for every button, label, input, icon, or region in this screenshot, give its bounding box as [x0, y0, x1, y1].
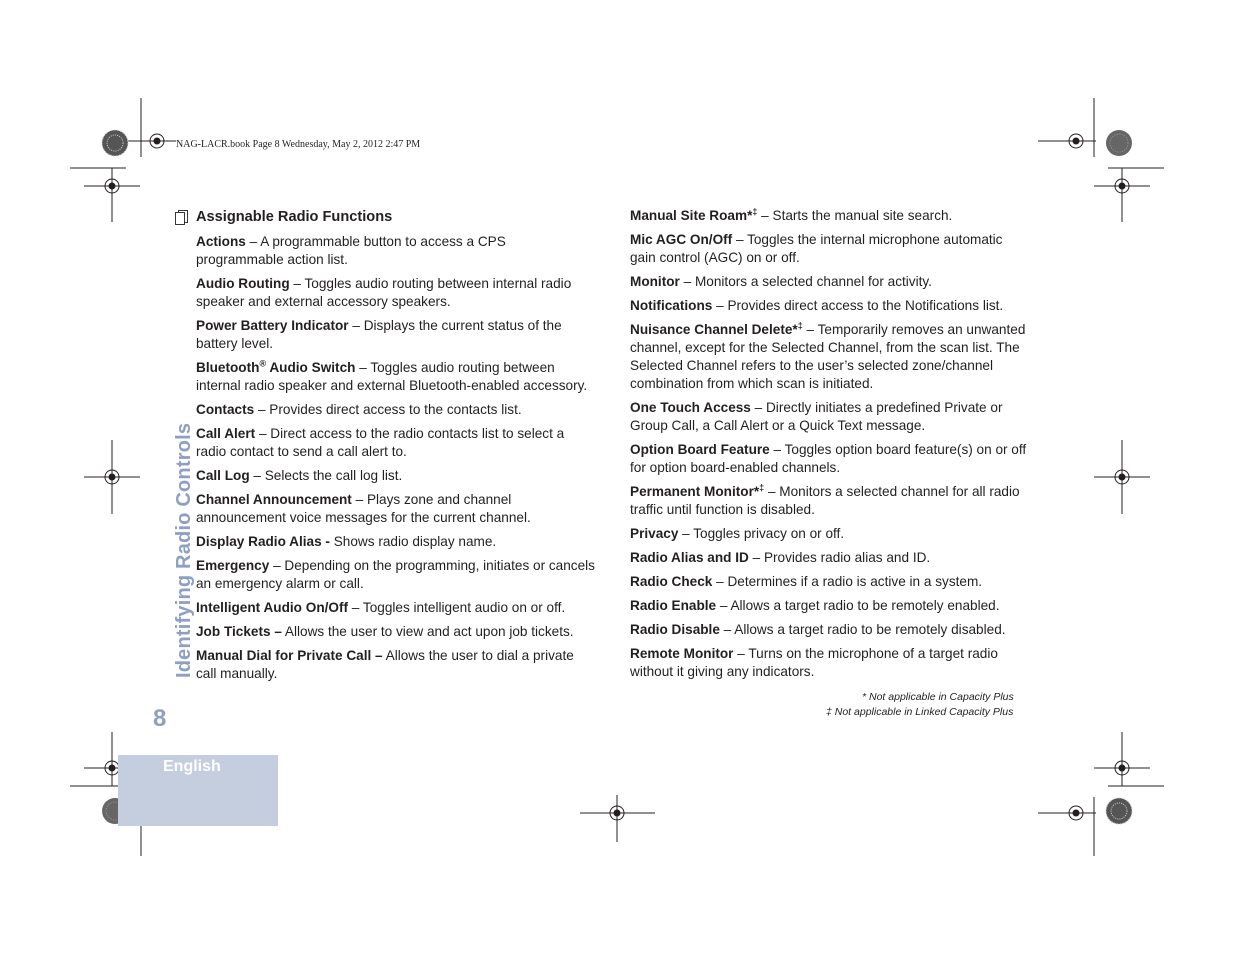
function-description: – Provides direct access to the contacts list.	[254, 402, 522, 417]
print-header: NAG-LACR.book Page 8 Wednesday, May 2, 2012 2:47 PM	[176, 139, 421, 150]
function-description: Allows the user to view and act upon job tickets.	[281, 624, 574, 639]
language-tab	[118, 755, 278, 826]
function-description: – Selects the call log list.	[249, 468, 403, 483]
function-entry	[630, 399, 1030, 435]
function-term: Privacy	[630, 526, 679, 541]
function-term: Bluetooth	[196, 360, 260, 375]
function-entry	[196, 425, 596, 461]
function-term-mark: ‡	[797, 320, 803, 331]
function-description: – Monitors a selected channel for activity.	[679, 274, 932, 289]
function-description: – Toggles intelligent audio on or off.	[348, 600, 566, 615]
function-entry	[196, 599, 596, 617]
function-term: Intelligent Audio On/Off	[196, 600, 349, 615]
function-term: One Touch Access	[630, 400, 751, 415]
function-entry	[196, 533, 596, 551]
function-description: – Toggles audio routing between internal radio speaker and external accessory speakers.	[196, 276, 572, 309]
function-description: – A programmable button to access a CPS programmable action list.	[196, 234, 506, 267]
function-description: – Depending on the programming, initiates or cancels an emergency alarm or call.	[196, 558, 595, 591]
function-entry	[630, 549, 1030, 567]
footnote-capacity-plus: * Not applicable in Capacity Plus	[862, 691, 1014, 703]
function-description: – Directly initiates a predefined Private or Group Call, a Call Alert or a Quick Text message.	[630, 400, 1003, 433]
function-term: Channel Announcement	[196, 492, 352, 507]
function-term: Radio Check	[630, 574, 713, 589]
left-entry-list	[196, 233, 596, 683]
function-description: – Toggles audio routing between internal radio speaker and external Bluetooth-enabled accessory.	[196, 360, 588, 393]
function-description: – Allows a target radio to be remotely enabled.	[716, 598, 1000, 613]
function-term: Mic AGC On/Off	[630, 232, 733, 247]
function-term: Contacts	[196, 402, 255, 417]
function-description: – Toggles privacy on or off.	[678, 526, 845, 541]
function-term: Job Tickets –	[196, 624, 282, 639]
function-term: Radio Alias and ID	[630, 550, 749, 565]
function-term: Manual Site Roam*	[630, 208, 753, 223]
function-entry	[630, 273, 1030, 291]
footnote-linked-capacity-plus: ‡ Not applicable in Linked Capacity Plus	[826, 706, 1014, 718]
function-entry	[630, 597, 1030, 615]
function-entry	[630, 483, 1030, 519]
page-icon	[175, 210, 189, 224]
section-heading	[175, 207, 596, 227]
function-description: – Allows a target radio to be remotely disabled.	[719, 622, 1006, 637]
function-entry	[196, 623, 596, 641]
language-label: English	[163, 758, 221, 775]
chapter-side-title: Identifying Radio Controls	[173, 422, 195, 678]
function-term: Notifications	[630, 298, 713, 313]
function-entry	[630, 645, 1030, 681]
function-entry	[196, 647, 596, 683]
function-entry	[196, 317, 596, 353]
function-term: Remote Monitor	[630, 646, 734, 661]
function-term: Manual Dial for Private Call –	[196, 648, 383, 663]
function-description: – Provides radio alias and ID.	[748, 550, 931, 565]
function-description: – Toggles the internal microphone automatic gain control (AGC) on or off.	[630, 232, 1003, 265]
function-term: Actions	[196, 234, 246, 249]
function-entry	[196, 359, 596, 395]
function-term: Permanent Monitor*	[630, 484, 760, 499]
function-term: Display Radio Alias -	[196, 534, 330, 549]
function-entry	[630, 441, 1030, 477]
function-entry	[196, 491, 596, 527]
function-entry	[196, 275, 596, 311]
function-entry	[630, 321, 1030, 393]
function-description: – Plays zone and channel announcement voice messages for the current channel.	[196, 492, 531, 525]
function-entry	[630, 297, 1030, 315]
function-description: – Provides direct access to the Notifications list.	[712, 298, 1004, 313]
function-description: – Displays the current status of the battery level.	[196, 318, 562, 351]
function-description: – Toggles option board feature(s) on or off for option board-enabled channels.	[630, 442, 1027, 475]
function-term-mark: ‡	[752, 206, 758, 217]
function-term: Call Alert	[196, 426, 256, 441]
function-entry	[630, 621, 1030, 639]
function-term: Call Log	[196, 468, 250, 483]
function-description: Shows radio display name.	[329, 534, 497, 549]
function-description: Allows the user to dial a private call manually.	[196, 648, 574, 681]
function-entry	[196, 467, 596, 485]
function-entry	[196, 401, 596, 419]
right-column	[630, 207, 1030, 687]
function-description: – Starts the manual site search.	[757, 208, 953, 223]
function-description: – Turns on the microphone of a target radio without it giving any indicators.	[630, 646, 998, 679]
function-description: – Determines if a radio is active in a system.	[712, 574, 983, 589]
function-term: Audio Routing	[196, 276, 290, 291]
function-term: Emergency	[196, 558, 270, 573]
function-description: – Direct access to the radio contacts list to select a radio contact to send a call alert to.	[196, 426, 565, 459]
function-term: Radio Disable	[630, 622, 720, 637]
function-entry	[196, 557, 596, 593]
function-term-suffix: Audio Switch	[266, 360, 356, 375]
function-entry	[630, 207, 1030, 225]
section-title: Assignable Radio Functions	[196, 209, 393, 225]
function-description: – Temporarily removes an unwanted channel, except for the Selected Channel, from the scan list. The Selected Channel refers to the user’s selected zone/channel combination from which scan is initiated.	[630, 322, 1026, 391]
function-term: Nuisance Channel Delete*	[630, 322, 798, 337]
function-description: – Monitors a selected channel for all radio traffic until function is disabled.	[630, 484, 1020, 517]
function-entry	[630, 231, 1030, 267]
function-entry	[630, 525, 1030, 543]
function-term: Radio Enable	[630, 598, 717, 613]
function-term: Option Board Feature	[630, 442, 770, 457]
function-term-mark: ‡	[759, 482, 765, 493]
page-number: 8	[153, 705, 167, 732]
function-term: Monitor	[630, 274, 680, 289]
function-entry	[630, 573, 1030, 591]
right-entry-list	[630, 207, 1030, 681]
function-term: Power Battery Indicator	[196, 318, 349, 333]
function-term-mark: ®	[259, 358, 267, 369]
function-entry	[196, 233, 596, 269]
left-column	[196, 207, 596, 689]
